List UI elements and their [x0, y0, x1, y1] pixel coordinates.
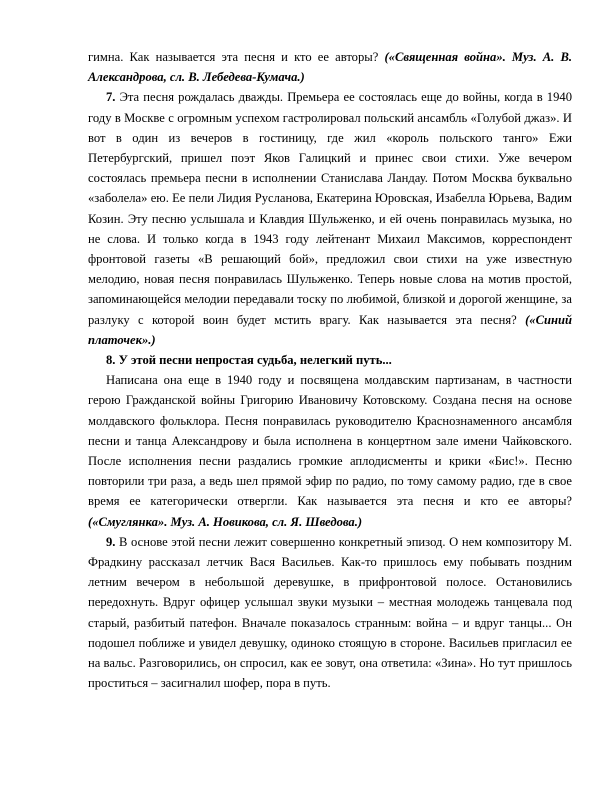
answer-text: («Синий платочек».)	[88, 312, 572, 347]
paragraph-text: В основе этой песни лежит совершенно конкретный эпизод. О нем композитору М. Фрадкину рассказал летчик Вася Васильев. Как-то пришлось ему побывать поздним летним вечером в небольшой деревушке, в прифронтовой полосе. Остановились передохнуть. Вдруг офицер услышал звуки музыки – местная молодежь танцевала под старый, разбитый патефон. Вначале показалось странным: война – и вдруг танцы... Он подошел поближе и увидел девушку, одиноко стоящую в стороне. Васильев пригласил ее на вальс. Разговорились, он спросил, как ее зовут, она ответила: «Зина». Но тут пришлось проститься – засигналил шофер, пора в путь.	[88, 534, 572, 691]
answer-text: («Священная война». Муз. А. В. Александрова, сл. В. Лебедева-Кумача.)	[88, 50, 572, 85]
question-number: 7.	[106, 90, 116, 105]
answer-text: («Смуглянка». Муз. А. Новикова, сл. Я. Шведова.)	[88, 514, 363, 529]
paragraph-text: Написана она еще в 1940 году и посвящена молдавским партизанам, в частности герою Гражданской войны Григорию Ивановичу Котовскому. Создана песня на основе молдавского фольклора. Песня понравилась руководителю Краснознаменного ансамбля песни и танца Александрову и была исполнена в концертном зале имени Чайковского. После исполнения песни раздались громкие аплодисменты и крики «Бис!». Песню повторили три раза, а ведь шел прямой эфир по радио, по тому самому радио, где в свое время ее категорически отвергли. Как называется эта песня и кто ее авторы?	[88, 373, 572, 509]
paragraph-text: гимна. Как называется эта песня и кто ее авторы?	[88, 50, 385, 64]
paragraph-continuation	[88, 47, 572, 87]
paragraph-question-9	[88, 532, 572, 694]
paragraph-question-8-body	[88, 370, 572, 532]
question-number: 8.	[106, 353, 116, 368]
paragraph-question-7	[88, 87, 572, 350]
paragraph-text: Эта песня рождалась дважды. Премьера ее состоялась еще до войны, когда в 1940 году в Москве с огромным успехом гастролировал польский ансамбль «Голубой джаз». И вот в один из вечеров в гостиницу, где жил «король польского танго» Ежи Петербургский, пришел поэт Яков Галицкий и принес свои стихи. Уже вечером состоялась премьера песни в исполнении Станислава Ландау. Потом Москва буквально «заболела» ею. Ее пели Лидия Русланова, Екатерина Юровская, Изабелла Юрьева, Вадим Козин. Эту песню услышала и Клавдия Шульженко, и ей очень понравилась музыка, но не слова. И только когда в 1943 году лейтенант Михаил Максимов, корреспондент фронтовой газеты «В решающий бой», предложил свои стихи на уже известную мелодию, новая песня понравилась Шульженко. Теперь новые слова на мотив простой, запоминающейся мелодии передавали тоску по любимой, близкой и дорогой женщине, за разлуку с которой воин будет мстить врагу. Как называется эта песня?	[88, 90, 572, 327]
paragraph-text: У этой песни непростая судьба, нелегкий путь...	[115, 353, 392, 368]
paragraph-question-8	[88, 350, 572, 370]
question-number: 9.	[106, 534, 116, 549]
